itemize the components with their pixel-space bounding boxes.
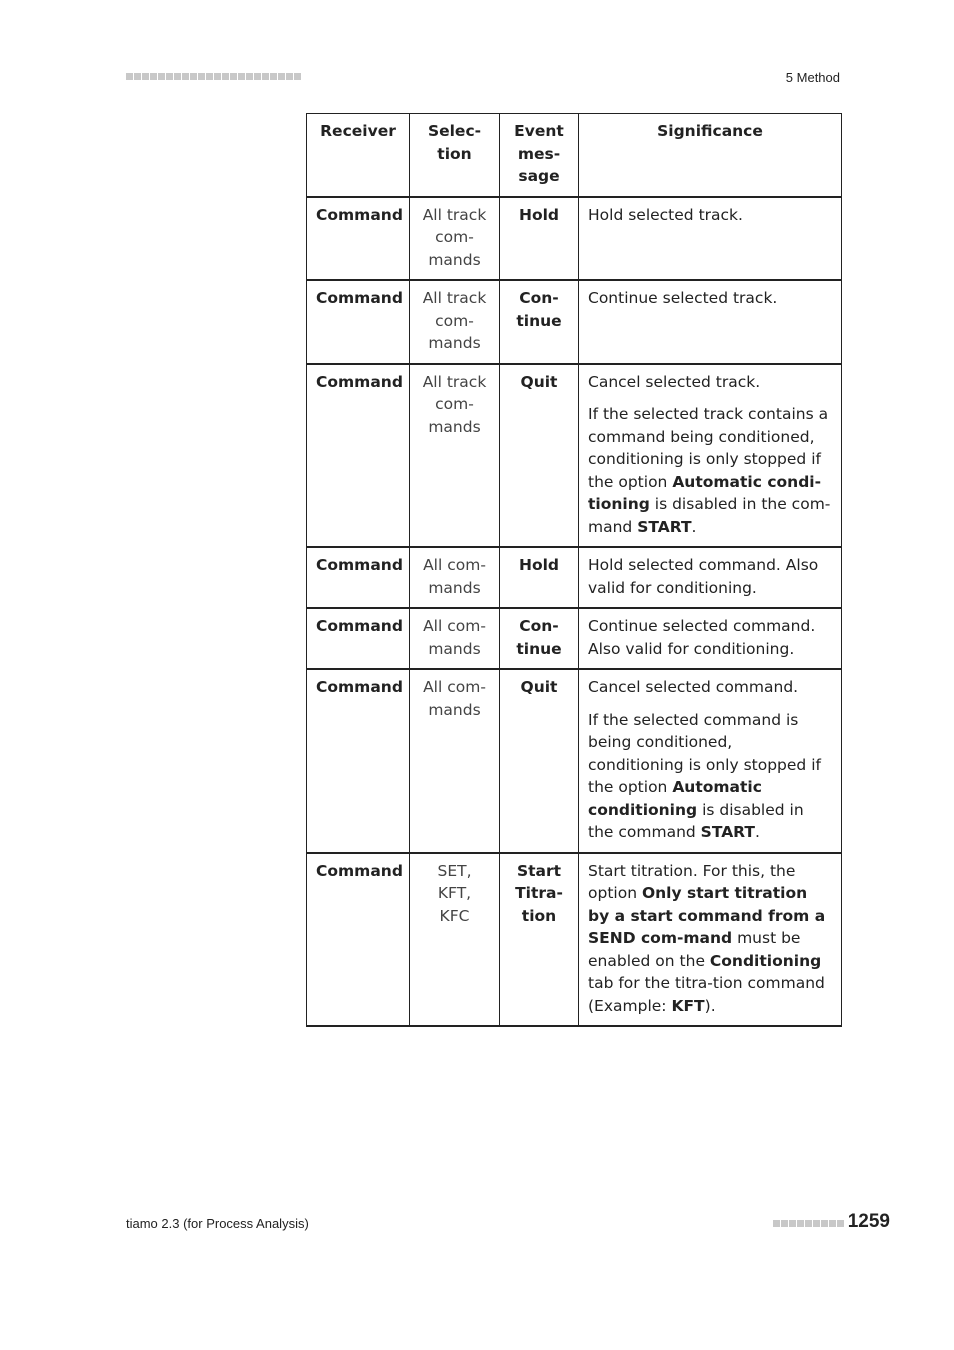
cell-significance (579, 547, 842, 608)
header-selection: Selec- tion (410, 114, 500, 197)
decorative-dot (270, 73, 277, 80)
table-row (307, 280, 842, 364)
significance-paragraph (588, 709, 832, 844)
table-header-row (307, 114, 842, 197)
cell-significance (579, 364, 842, 548)
table-row (307, 608, 842, 669)
decorative-dot (190, 73, 197, 80)
cell-event-message: Con- tinue (500, 608, 579, 669)
text-segment: Hold selected command. Also valid for conditioning. (588, 556, 819, 597)
cell-selection: All com- mands (410, 608, 500, 669)
cell-selection: All track com- mands (410, 364, 500, 548)
bold-term: START (700, 823, 755, 841)
cell-receiver: Command (307, 853, 410, 1027)
cell-significance (579, 669, 842, 853)
text-segment: is disabled in the command (588, 800, 804, 841)
cell-event-message: Start Titra- tion (500, 853, 579, 1027)
cell-receiver: Command (307, 364, 410, 548)
decorative-dot (805, 1220, 812, 1227)
decorative-dot (813, 1220, 820, 1227)
decorative-dot (829, 1220, 836, 1227)
cell-selection: All track com- mands (410, 280, 500, 364)
table-row (307, 547, 842, 608)
section-title: 5 Method (785, 70, 840, 85)
bold-term: Automatic condi-tioning (588, 472, 822, 513)
decorative-dot (781, 1220, 788, 1227)
decorative-dot (182, 73, 189, 80)
decorative-dot (222, 73, 229, 80)
cell-receiver: Command (307, 547, 410, 608)
table-row (307, 197, 842, 281)
table-row (307, 669, 842, 853)
significance-paragraph (588, 615, 832, 660)
decorative-dot (262, 73, 269, 80)
bold-term: Only start titration by a start command from a SEND com-mand (588, 884, 826, 947)
cell-significance (579, 608, 842, 669)
cell-receiver: Command (307, 280, 410, 364)
decorative-dot (206, 73, 213, 80)
decorative-dot (126, 73, 133, 80)
text-segment: Start titration. For this, the option (588, 861, 796, 902)
significance-paragraph (588, 371, 832, 394)
bold-term: Conditioning (709, 951, 822, 970)
decorative-dot (773, 1220, 780, 1227)
header-receiver: Receiver (307, 114, 410, 197)
decorative-dot (821, 1220, 828, 1227)
text-segment: Continue selected command. Also valid for conditioning. (588, 617, 816, 658)
cell-receiver: Command (307, 669, 410, 853)
decorative-dot (238, 73, 245, 80)
decorative-dot (278, 73, 285, 80)
text-segment: tab for the titra-tion command (Example: (588, 974, 825, 1015)
cell-selection: All com- mands (410, 669, 500, 853)
decorative-dot (142, 73, 149, 80)
cell-event-message: Con- tinue (500, 280, 579, 364)
cell-receiver: Command (307, 197, 410, 281)
text-segment: ). (704, 996, 716, 1015)
cell-receiver: Command (307, 608, 410, 669)
decorative-dot (214, 73, 221, 80)
decorative-dot (789, 1220, 796, 1227)
decorative-dot (230, 73, 237, 80)
event-message-table (306, 113, 842, 1027)
cell-significance (579, 280, 842, 364)
text-segment: If the selected track contains a command being conditioned, conditioning is only stopped if the option (588, 405, 829, 491)
table-row (307, 364, 842, 548)
significance-paragraph (588, 403, 832, 538)
cell-selection: All track com- mands (410, 197, 500, 281)
cell-event-message: Quit (500, 669, 579, 853)
cell-event-message: Hold (500, 197, 579, 281)
table-row (307, 853, 842, 1027)
decorative-dot (174, 73, 181, 80)
decorative-dot (166, 73, 173, 80)
decorative-dot (797, 1220, 804, 1227)
significance-paragraph (588, 860, 832, 1018)
decorative-dot (286, 73, 293, 80)
cell-significance (579, 197, 842, 281)
table-body (307, 197, 842, 1027)
significance-paragraph (588, 204, 832, 227)
decorative-dot (150, 73, 157, 80)
text-segment: . (691, 517, 697, 536)
decorative-dot (158, 73, 165, 80)
significance-paragraph (588, 554, 832, 599)
cell-selection: SET, KFT, KFC (410, 853, 500, 1027)
text-segment: Continue selected track. (588, 289, 778, 307)
page-number: 1259 (847, 1211, 890, 1232)
bold-term: START (637, 517, 692, 536)
header-dots (126, 73, 301, 80)
text-segment: must be enabled on the (588, 929, 801, 970)
decorative-dot (246, 73, 253, 80)
footer-dots (773, 1220, 844, 1227)
text-segment: . (755, 823, 760, 841)
decorative-dot (254, 73, 261, 80)
significance-paragraph (588, 676, 832, 699)
cell-selection: All com- mands (410, 547, 500, 608)
decorative-dot (134, 73, 141, 80)
cell-event-message: Quit (500, 364, 579, 548)
footer-product: tiamo 2.3 (for Process Analysis) (126, 1216, 309, 1231)
bold-term: KFT (671, 996, 705, 1015)
bold-term: Automatic conditioning (588, 778, 762, 819)
decorative-dot (837, 1220, 844, 1227)
cell-event-message: Hold (500, 547, 579, 608)
decorative-dot (294, 73, 301, 80)
header-significance: Significance (579, 114, 842, 197)
cell-significance (579, 853, 842, 1027)
text-segment: Hold selected track. (588, 205, 743, 224)
decorative-dot (198, 73, 205, 80)
text-segment: Cancel selected track. (588, 372, 761, 391)
text-segment: is disabled in the com-mand (588, 495, 831, 536)
header-event-message: Event mes- sage (500, 114, 579, 197)
significance-paragraph (588, 287, 832, 310)
text-segment: If the selected command is being conditioned, conditioning is only stopped if the option (588, 710, 821, 796)
text-segment: Cancel selected command. (588, 678, 799, 696)
